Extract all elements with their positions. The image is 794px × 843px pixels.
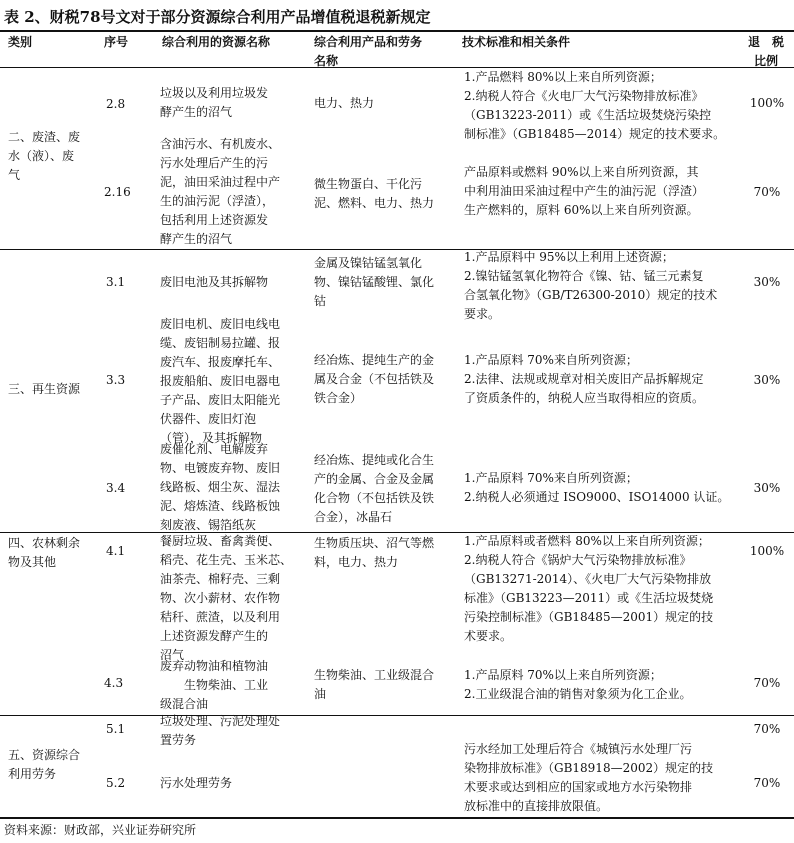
header-resource: 综合利用的资源名称: [162, 35, 271, 49]
row-refund: 70%: [753, 722, 781, 736]
header-seq: 序号: [104, 35, 129, 49]
category-cell: 二、废渣、废 水（液）、废 气: [8, 130, 81, 182]
row-seq: 3.1: [106, 275, 126, 289]
table-title: 表 2、财税78号文对于部分资源综合利用产品增值税退税新规定: [4, 8, 431, 26]
top-rule: [0, 30, 794, 32]
bottom-rule: [0, 817, 794, 819]
row-seq: 2.8: [106, 97, 126, 111]
section-divider: [0, 715, 794, 716]
category-cell: 五、资源综合 利用劳务: [8, 748, 81, 781]
row-refund: 70%: [753, 185, 781, 199]
category-cell: 三、再生资源: [8, 382, 81, 396]
row-resource: 废旧电池及其拆解物: [160, 275, 269, 289]
header-refund: 退 税 比例: [747, 35, 784, 68]
row-resource: 垃圾处理、污泥处理处 置劳务: [160, 714, 281, 747]
row-refund: 30%: [753, 275, 781, 289]
row-resource: 废弃动物油和植物油 生物柴油、工业 级混合油: [160, 659, 269, 711]
row-refund: 30%: [753, 481, 781, 495]
row-seq: 4.3: [104, 676, 124, 690]
row-resource: 含油污水、有机废水、 污水处理后产生的污 泥，油田采油过程中产 生的油污泥（浮渣）， 包括利用上述资源发 酵产生的沼气: [160, 137, 281, 246]
header-product: 综合利用产品和劳务 名称: [314, 35, 423, 68]
row-tech: 污水经加工处理后符合《城镇污水处理厂污 染物排放标准》（GB18918—2002）规定的技 术要求或达到相应的国家或地方水污染物排 放标准中的直接排放限值。: [464, 742, 714, 813]
row-tech: 1.产品原料中 95%以上利用上述资源； 2.镍钴锰氢氧化物符合《镍、钴、锰三元素复 合氢氧化物》（GB/T26300-2010）规定的技术 要求。: [464, 250, 718, 321]
row-seq: 2.16: [104, 185, 131, 199]
row-product: 金属及镍钴锰氢氧化 物、镍钴锰酸锂、氯化 钴: [314, 256, 435, 308]
row-tech: 1.产品原料 70%来自所列资源； 2.法律、法规或规章对相关废旧产品拆解规定 了资质条件的，纳税人应当取得相应的资质。: [464, 353, 705, 405]
row-tech: 1.产品原料 70%以上来自所列资源； 2.工业级混合油的销售对象须为化工企业。: [464, 668, 692, 701]
row-resource: 污水处理劳务: [160, 776, 233, 790]
row-product: 经冶炼、提纯生产的金 属及合金（不包括铁及 铁合金）: [314, 353, 435, 405]
row-seq: 3.3: [106, 373, 126, 387]
row-refund: 70%: [753, 676, 781, 690]
category-cell: 四、农林剩余 物及其他: [8, 536, 81, 569]
row-refund: 100%: [749, 96, 785, 110]
row-refund: 30%: [753, 373, 781, 387]
row-product: 经冶炼、提纯或化合生 产的金属、合金及金属 化合物（不包括铁及铁 合金），冰晶石: [314, 453, 435, 524]
row-resource: 废旧电机、废旧电线电 缆、废铝制易拉罐、报 废汽车、报废摩托车、 报废船舶、废旧电器电 子产品、废旧太阳能光 伏器件、废旧灯泡 （管），及其拆解物: [160, 317, 281, 445]
source-note: 资料来源：财政部，兴业证券研究所: [4, 823, 197, 837]
row-resource: 餐厨垃圾、畜禽粪便、 稻壳、花生壳、玉米芯、 油茶壳、棉籽壳、三剩 物、次小薪材、农作物 秸秆、蔗渣，以及利用 上述资源发酵产生的 沼气: [160, 534, 293, 662]
row-resource: 垃圾以及利用垃圾发 酵产生的沼气: [160, 86, 269, 119]
row-tech: 1.产品原料或者燃料 80%以上来自所列资源； 2.纳税人符合《锅炉大气污染物排放标准》 （GB13271-2014）、《火电厂大气污染物排放 标准》（GB13223—2011）或《生活垃圾焚烧 污染控制标准》（GB18485—2001）规定的技 术要求。: [464, 534, 714, 643]
row-tech: 1.产品原料 70%来自所列资源； 2.纳税人必须通过 ISO9000、ISO14000 认证。: [464, 471, 730, 504]
row-product: 微生物蛋白、干化污 泥、燃料、电力、热力: [314, 177, 435, 210]
row-product: 生物柴油、工业级混合 油: [314, 668, 435, 701]
row-product: 电力、热力: [314, 96, 375, 110]
row-tech: 1.产品燃料 80%以上来自所列资源； 2.纳税人符合《火电厂大气污染物排放标准》 （GB13223-2011）或《生活垃圾焚烧污染控 制标准》（GB18485—2014）规定的技术要求。: [464, 70, 726, 141]
row-seq: 5.2: [106, 776, 126, 790]
row-seq: 5.1: [106, 722, 126, 736]
row-refund: 70%: [753, 776, 781, 790]
row-tech: 产品原料或燃料 90%以上来自所列资源，其 中利用油田采油过程中产生的油污泥（浮渣） 生产燃料的，原料 60%以上来自所列资源。: [464, 165, 705, 217]
header-category: 类别: [8, 35, 33, 49]
row-refund: 100%: [749, 544, 785, 558]
row-seq: 4.1: [106, 544, 126, 558]
row-product: 生物质压块、沼气等燃 料，电力、热力: [314, 536, 435, 569]
row-resource: 废催化剂、电解废弃 物、电镀废弃物、废旧 线路板、烟尘灰、湿法 泥、熔炼渣、线路板蚀 刻废液、锡箔纸灰: [160, 442, 281, 532]
header-tech: 技术标准和相关条件: [462, 35, 571, 49]
row-seq: 3.4: [106, 481, 126, 495]
